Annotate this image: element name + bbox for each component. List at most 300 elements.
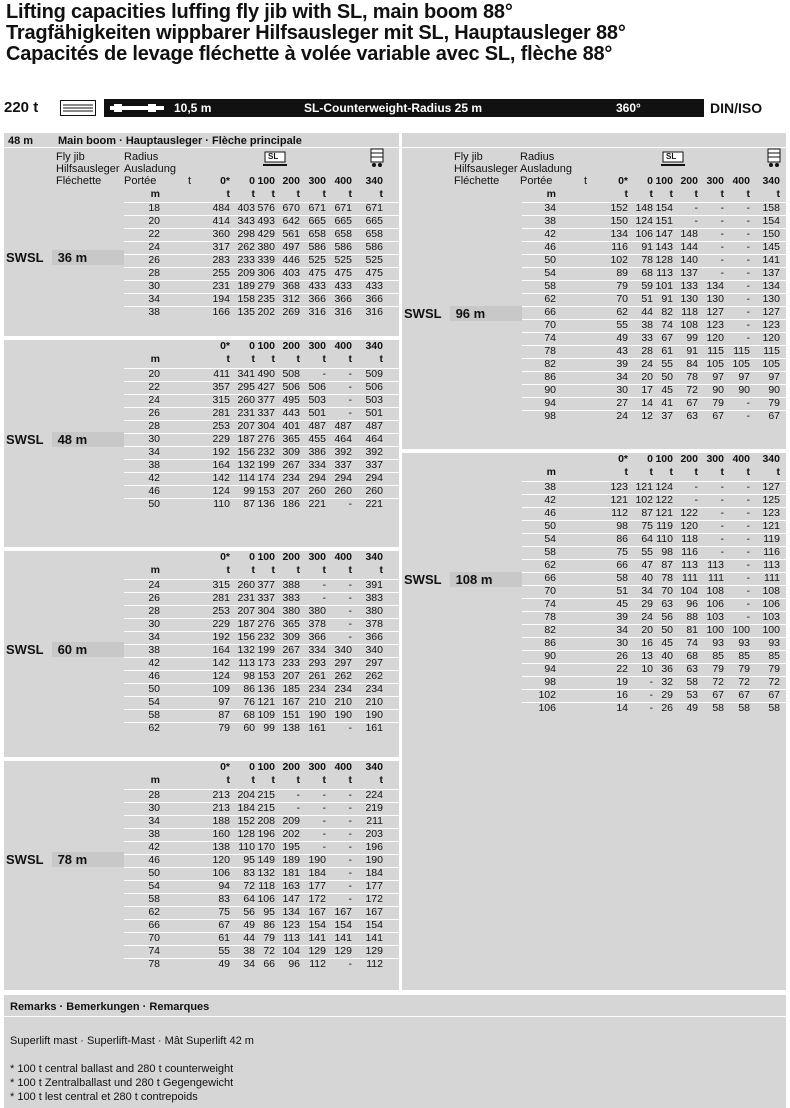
capacity-value: 207 bbox=[282, 485, 300, 497]
capacity-value: 111 bbox=[708, 572, 724, 584]
capacity-value: 106 bbox=[706, 598, 724, 610]
capacity-value: 24 bbox=[641, 358, 653, 370]
fly-jib-label: Fléchette bbox=[56, 175, 102, 187]
capacity-value: 45 bbox=[616, 598, 628, 610]
capacity-value: 141 bbox=[334, 932, 352, 944]
capacity-value: 414 bbox=[212, 215, 230, 227]
table-row bbox=[0, 624, 790, 637]
column-header: 100 bbox=[257, 175, 275, 187]
capacity-value: 298 bbox=[237, 228, 255, 240]
radius-value: 28 bbox=[148, 267, 160, 279]
table-row bbox=[0, 533, 790, 546]
column-header: 300 bbox=[308, 340, 326, 352]
capacity-value: 671 bbox=[365, 202, 383, 214]
capacity-value: - bbox=[746, 319, 750, 331]
capacity-value: 184 bbox=[308, 867, 326, 879]
capacity-value: 121 bbox=[610, 494, 628, 506]
capacity-value: 95 bbox=[243, 854, 255, 866]
column-header: 0 bbox=[249, 551, 255, 563]
capacity-value: 83 bbox=[243, 867, 255, 879]
capacity-value: 101 bbox=[655, 280, 673, 292]
capacity-value: - bbox=[348, 722, 352, 734]
capacity-value: - bbox=[348, 407, 352, 419]
capacity-value: 173 bbox=[257, 657, 275, 669]
radius-value: 34 bbox=[148, 446, 160, 458]
capacity-value: 72 bbox=[243, 880, 255, 892]
radius-value: 46 bbox=[148, 854, 160, 866]
capacity-value: 137 bbox=[680, 267, 698, 279]
capacity-value: 316 bbox=[334, 306, 352, 318]
capacity-value: 130 bbox=[680, 293, 698, 305]
capacity-value: 43 bbox=[616, 345, 628, 357]
radius-value: 54 bbox=[148, 696, 160, 708]
capacity-value: 113 bbox=[681, 559, 698, 571]
capacity-value: 87 bbox=[641, 507, 653, 519]
capacity-value: 97 bbox=[218, 696, 230, 708]
unit-t: t bbox=[226, 564, 230, 576]
capacity-value: 78 bbox=[686, 371, 698, 383]
capacity-value: 334 bbox=[308, 459, 326, 471]
capacity-value: - bbox=[720, 228, 724, 240]
capacity-value: 137 bbox=[762, 267, 780, 279]
capacity-value: 89 bbox=[616, 267, 628, 279]
capacity-value: 312 bbox=[282, 293, 300, 305]
capacity-value: 103 bbox=[762, 611, 780, 623]
capacity-value: - bbox=[746, 228, 750, 240]
capacity-value: 148 bbox=[680, 228, 698, 240]
unit-m: m bbox=[150, 188, 160, 200]
capacity-value: 366 bbox=[334, 293, 352, 305]
radius-value: 62 bbox=[544, 293, 556, 305]
radius-value: 62 bbox=[148, 906, 160, 918]
capacity-value: 184 bbox=[237, 802, 255, 814]
radius-value: 24 bbox=[148, 579, 160, 591]
capacity-value: 297 bbox=[334, 657, 352, 669]
capacity-value: 118 bbox=[681, 306, 698, 318]
capacity-value: 360 bbox=[212, 228, 230, 240]
capacity-value: 215 bbox=[257, 789, 275, 801]
capacity-value: 53 bbox=[686, 689, 698, 701]
capacity-value: - bbox=[649, 702, 653, 714]
capacity-value: - bbox=[746, 280, 750, 292]
capacity-value: 116 bbox=[611, 241, 628, 253]
capacity-value: 143 bbox=[655, 241, 673, 253]
capacity-value: 34 bbox=[616, 371, 628, 383]
capacity-value: 132 bbox=[237, 459, 255, 471]
unit-t: t bbox=[746, 466, 750, 478]
capacity-value: 188 bbox=[212, 815, 230, 827]
column-header: 300 bbox=[706, 453, 724, 465]
column-header: 200 bbox=[282, 340, 300, 352]
capacity-value: 110 bbox=[656, 533, 673, 545]
unit-m: m bbox=[546, 188, 556, 200]
capacity-value: 64 bbox=[243, 893, 255, 905]
capacity-value: 125 bbox=[762, 494, 780, 506]
column-header: 300 bbox=[308, 761, 326, 773]
capacity-value: 134 bbox=[762, 280, 780, 292]
capacity-value: 27 bbox=[616, 397, 628, 409]
capacity-value: 154 bbox=[655, 202, 673, 214]
capacity-value: 234 bbox=[365, 683, 383, 695]
capacity-value: 115 bbox=[763, 345, 780, 357]
capacity-value: 24 bbox=[641, 611, 653, 623]
capacity-value: 202 bbox=[282, 828, 300, 840]
capacity-value: 106 bbox=[212, 867, 230, 879]
capacity-value: 122 bbox=[680, 507, 698, 519]
table-row bbox=[0, 867, 790, 880]
unit-t: t bbox=[348, 564, 352, 576]
capacity-value: 33 bbox=[641, 332, 653, 344]
unit-t: t bbox=[348, 353, 352, 365]
superlift-mast: Superlift mast · Superlift-Mast · Mât Superlift 42 m bbox=[10, 1035, 254, 1047]
table-row bbox=[0, 663, 790, 676]
remarks-title: Remarks · Bemerkungen · Remarques bbox=[10, 1001, 210, 1013]
capacity-value: 508 bbox=[282, 368, 300, 380]
column-header: 100 bbox=[257, 551, 275, 563]
remark-note: * 100 t Zentralballast und 280 t Gegengewicht bbox=[10, 1077, 234, 1089]
capacity-value: 113 bbox=[763, 559, 780, 571]
radius-value: 86 bbox=[544, 637, 556, 649]
capacity-value: 20 bbox=[641, 624, 653, 636]
capacity-value: 446 bbox=[282, 254, 300, 266]
track-icon bbox=[60, 100, 96, 116]
table-row bbox=[0, 802, 790, 815]
capacity-value: 309 bbox=[282, 631, 300, 643]
unit-t: t bbox=[322, 774, 326, 786]
capacity-value: 138 bbox=[282, 722, 300, 734]
capacity-value: - bbox=[348, 958, 352, 970]
column-header: 0* bbox=[220, 551, 230, 563]
capacity-value: 133 bbox=[680, 280, 698, 292]
capacity-value: 260 bbox=[334, 485, 352, 497]
jib-length: 36 m bbox=[52, 250, 124, 265]
capacity-value: 366 bbox=[365, 631, 383, 643]
capacity-value: 10 bbox=[641, 663, 653, 675]
capacity-value: 34 bbox=[243, 958, 255, 970]
spec-bar bbox=[104, 99, 704, 117]
capacity-value: 337 bbox=[257, 407, 275, 419]
capacity-value: 40 bbox=[661, 650, 673, 662]
radius-value: 66 bbox=[544, 572, 556, 584]
capacity-value: 96 bbox=[686, 598, 698, 610]
table-row bbox=[0, 722, 790, 735]
table-row bbox=[0, 789, 790, 802]
column-header: 340 bbox=[365, 551, 383, 563]
capacity-value: 337 bbox=[334, 459, 352, 471]
capacity-value: 208 bbox=[257, 815, 275, 827]
radius-value: 24 bbox=[148, 394, 160, 406]
counterweight-radius: SL-Counterweight-Radius 25 m bbox=[304, 101, 483, 115]
capacity-value: 154 bbox=[334, 919, 352, 931]
radius-value: 26 bbox=[148, 407, 160, 419]
capacity-value: - bbox=[746, 546, 750, 558]
column-header: 200 bbox=[282, 551, 300, 563]
radius-label: Radius bbox=[520, 151, 555, 163]
capacity-value: 365 bbox=[282, 618, 300, 630]
norm-label: DIN/ISO bbox=[710, 100, 763, 116]
capacity-value: 58 bbox=[768, 702, 780, 714]
capacity-value: 260 bbox=[237, 394, 255, 406]
unit-t: t bbox=[322, 564, 326, 576]
radius-value: 78 bbox=[148, 958, 160, 970]
radius-value: 90 bbox=[544, 384, 556, 396]
radius-value: 24 bbox=[148, 241, 160, 253]
capacity-value: 147 bbox=[282, 893, 300, 905]
radius-value: 54 bbox=[544, 267, 556, 279]
capacity-value: 150 bbox=[762, 228, 780, 240]
capacity-value: - bbox=[720, 267, 724, 279]
capacity-value: 276 bbox=[257, 433, 275, 445]
capacity-value: - bbox=[746, 585, 750, 597]
capacity-value: 55 bbox=[218, 945, 230, 957]
capacity-value: 297 bbox=[365, 657, 383, 669]
capacity-value: 671 bbox=[334, 202, 352, 214]
unit-t: t bbox=[271, 774, 275, 786]
capacity-value: 109 bbox=[257, 709, 275, 721]
fly-jib-label: Hilfsausleger bbox=[454, 163, 518, 175]
capacity-value: 380 bbox=[282, 605, 300, 617]
capacity-value: 56 bbox=[661, 611, 673, 623]
table-row bbox=[0, 919, 790, 932]
capacity-value: 88 bbox=[686, 611, 698, 623]
radius-value: 58 bbox=[544, 280, 556, 292]
capacity-value: 484 bbox=[212, 202, 230, 214]
radius-value: 38 bbox=[544, 215, 556, 227]
unit-t: t bbox=[271, 564, 275, 576]
table-row bbox=[0, 280, 790, 293]
capacity-value: 30 bbox=[616, 637, 628, 649]
column-header: 300 bbox=[308, 551, 326, 563]
radius-value: 70 bbox=[544, 585, 556, 597]
capacity-value: 116 bbox=[763, 546, 780, 558]
radius-value: 58 bbox=[148, 709, 160, 721]
radius-value: 42 bbox=[148, 841, 160, 853]
capacity-value: 115 bbox=[707, 345, 724, 357]
capacity-value: 490 bbox=[257, 368, 275, 380]
capacity-value: 255 bbox=[212, 267, 230, 279]
capacity-value: - bbox=[296, 789, 300, 801]
capacity-value: 123 bbox=[762, 507, 780, 519]
capacity-value: 86 bbox=[263, 919, 275, 931]
capacity-value: 151 bbox=[282, 709, 300, 721]
capacity-value: 129 bbox=[308, 945, 326, 957]
capacity-value: 91 bbox=[661, 293, 673, 305]
radius-label: Ausladung bbox=[520, 163, 572, 175]
capacity-value: 90 bbox=[738, 384, 750, 396]
capacity-value: - bbox=[322, 579, 326, 591]
capacity-value: 586 bbox=[365, 241, 383, 253]
capacity-value: 167 bbox=[282, 696, 300, 708]
capacity-value: 55 bbox=[616, 319, 628, 331]
slew-angle: 360° bbox=[616, 101, 641, 115]
capacity-value: 108 bbox=[706, 585, 724, 597]
unit-t: t bbox=[694, 188, 698, 200]
capacity-value: 124 bbox=[212, 485, 230, 497]
capacity-value: 506 bbox=[365, 381, 383, 393]
capacity-value: 104 bbox=[282, 945, 300, 957]
unit-t: t bbox=[251, 564, 255, 576]
capacity-value: 58 bbox=[616, 572, 628, 584]
capacity-value: 203 bbox=[365, 828, 383, 840]
capacity-value: 68 bbox=[686, 650, 698, 662]
capacity-value: 170 bbox=[257, 841, 275, 853]
capacity-value: 149 bbox=[257, 854, 275, 866]
fly-jib-label: Fly jib bbox=[454, 151, 483, 163]
capacity-value: 138 bbox=[212, 841, 230, 853]
radius-label: Portée bbox=[520, 175, 553, 187]
capacity-value: - bbox=[322, 841, 326, 853]
capacity-value: 34 bbox=[616, 624, 628, 636]
column-header: 400 bbox=[334, 340, 352, 352]
capacity-value: 74 bbox=[661, 319, 673, 331]
capacity-value: 189 bbox=[237, 280, 255, 292]
capacity-value: 66 bbox=[263, 958, 275, 970]
column-header: 200 bbox=[680, 453, 698, 465]
table-row bbox=[0, 906, 790, 919]
capacity-value: 317 bbox=[212, 241, 230, 253]
table-row bbox=[0, 598, 790, 611]
capacity-value: 455 bbox=[308, 433, 326, 445]
capacity-value: 192 bbox=[212, 446, 230, 458]
capacity-value: - bbox=[348, 631, 352, 643]
capacity-value: 29 bbox=[641, 598, 653, 610]
capacity-value: 60 bbox=[243, 722, 255, 734]
capacity-value: 267 bbox=[282, 459, 300, 471]
capacity-value: 658 bbox=[308, 228, 326, 240]
capacity-value: 341 bbox=[237, 368, 255, 380]
unit-t: t bbox=[776, 188, 780, 200]
capacity-value: 576 bbox=[257, 202, 275, 214]
capacity-value: 380 bbox=[257, 241, 275, 253]
capacity-value: 58 bbox=[686, 676, 698, 688]
capacity-value: 32 bbox=[661, 676, 673, 688]
capacity-value: - bbox=[322, 828, 326, 840]
radius-value: 42 bbox=[148, 657, 160, 669]
capacity-value: 41 bbox=[661, 397, 673, 409]
capacity-value: 129 bbox=[334, 945, 352, 957]
capacity-value: 152 bbox=[237, 815, 255, 827]
capacity-value: 93 bbox=[768, 637, 780, 649]
radius-value: 34 bbox=[148, 815, 160, 827]
capacity-value: 123 bbox=[706, 319, 724, 331]
capacity-value: 231 bbox=[212, 280, 230, 292]
swsl-label bbox=[404, 572, 522, 587]
capacity-value: - bbox=[720, 507, 724, 519]
capacity-value: 475 bbox=[334, 267, 352, 279]
capacity-value: 112 bbox=[366, 958, 383, 970]
capacity-value: 234 bbox=[308, 683, 326, 695]
radius-value: 42 bbox=[544, 228, 556, 240]
capacity-value: 337 bbox=[365, 459, 383, 471]
capacity-value: 123 bbox=[762, 319, 780, 331]
capacity-value: 99 bbox=[243, 485, 255, 497]
capacity-value: 506 bbox=[308, 381, 326, 393]
capacity-value: - bbox=[746, 254, 750, 266]
capacity-value: 199 bbox=[257, 644, 275, 656]
capacity-value: 97 bbox=[712, 371, 724, 383]
capacity-value: - bbox=[720, 254, 724, 266]
table-row bbox=[0, 815, 790, 828]
capacity-value: - bbox=[348, 394, 352, 406]
capacity-value: 433 bbox=[365, 280, 383, 292]
capacity-value: - bbox=[746, 202, 750, 214]
swsl-label bbox=[404, 306, 522, 321]
unit-t: t bbox=[322, 188, 326, 200]
capacity-value: 13 bbox=[641, 650, 653, 662]
radius-value: 54 bbox=[148, 880, 160, 892]
capacity-value: 16 bbox=[616, 689, 628, 701]
capacity-value: 79 bbox=[263, 932, 275, 944]
radius-value: 86 bbox=[544, 371, 556, 383]
capacity-value: - bbox=[746, 494, 750, 506]
capacity-value: 260 bbox=[237, 579, 255, 591]
capacity-value: 233 bbox=[237, 254, 255, 266]
capacity-value: 119 bbox=[763, 533, 780, 545]
capacity-value: 61 bbox=[661, 345, 673, 357]
capacity-value: - bbox=[720, 533, 724, 545]
capacity-value: 38 bbox=[243, 945, 255, 957]
capacity-value: 366 bbox=[308, 293, 326, 305]
capacity-value: 20 bbox=[641, 371, 653, 383]
radius-value: 22 bbox=[148, 381, 160, 393]
capacity-value: 55 bbox=[641, 546, 653, 558]
unit-m: m bbox=[150, 353, 160, 365]
capacity-value: 294 bbox=[334, 472, 352, 484]
column-header: 400 bbox=[732, 175, 750, 187]
capacity-value: 196 bbox=[365, 841, 383, 853]
swsl-text: SWSL bbox=[6, 852, 44, 867]
table-row bbox=[0, 650, 790, 663]
unit-t: t bbox=[296, 564, 300, 576]
table-row bbox=[0, 241, 790, 254]
radius-value: 38 bbox=[148, 644, 160, 656]
capacity-value: 72 bbox=[712, 676, 724, 688]
capacity-value: 190 bbox=[334, 709, 352, 721]
capacity-value: 366 bbox=[308, 631, 326, 643]
capacity-value: 234 bbox=[334, 683, 352, 695]
capacity-value: 365 bbox=[282, 433, 300, 445]
capacity-value: 221 bbox=[365, 498, 383, 510]
capacity-value: 49 bbox=[243, 919, 255, 931]
capacity-value: 199 bbox=[257, 459, 275, 471]
capacity-value: 503 bbox=[308, 394, 326, 406]
capacity-value: 97 bbox=[768, 371, 780, 383]
column-header: 0 bbox=[249, 340, 255, 352]
capacity-value: 114 bbox=[238, 472, 255, 484]
capacity-value: 130 bbox=[762, 293, 780, 305]
capacity-value: 12 bbox=[641, 410, 653, 422]
capacity-value: - bbox=[746, 598, 750, 610]
radius-value: 26 bbox=[148, 592, 160, 604]
radius-value: 74 bbox=[544, 598, 556, 610]
capacity-value: 304 bbox=[257, 420, 275, 432]
capacity-value: 386 bbox=[308, 446, 326, 458]
capacity-value: 85 bbox=[712, 650, 724, 662]
capacity-value: 401 bbox=[282, 420, 300, 432]
capacity-value: 49 bbox=[218, 958, 230, 970]
radius-value: 94 bbox=[544, 663, 556, 675]
capacity-value: 334 bbox=[308, 644, 326, 656]
capacity-value: 36 bbox=[661, 663, 673, 675]
capacity-value: 167 bbox=[365, 906, 383, 918]
capacity-value: 276 bbox=[257, 618, 275, 630]
radius-value: 46 bbox=[148, 485, 160, 497]
capacity-value: 134 bbox=[610, 228, 628, 240]
capacity-value: 281 bbox=[212, 592, 230, 604]
radius-value: 66 bbox=[544, 306, 556, 318]
capacity-value: 429 bbox=[257, 228, 275, 240]
capacity-value: 134 bbox=[706, 280, 724, 292]
